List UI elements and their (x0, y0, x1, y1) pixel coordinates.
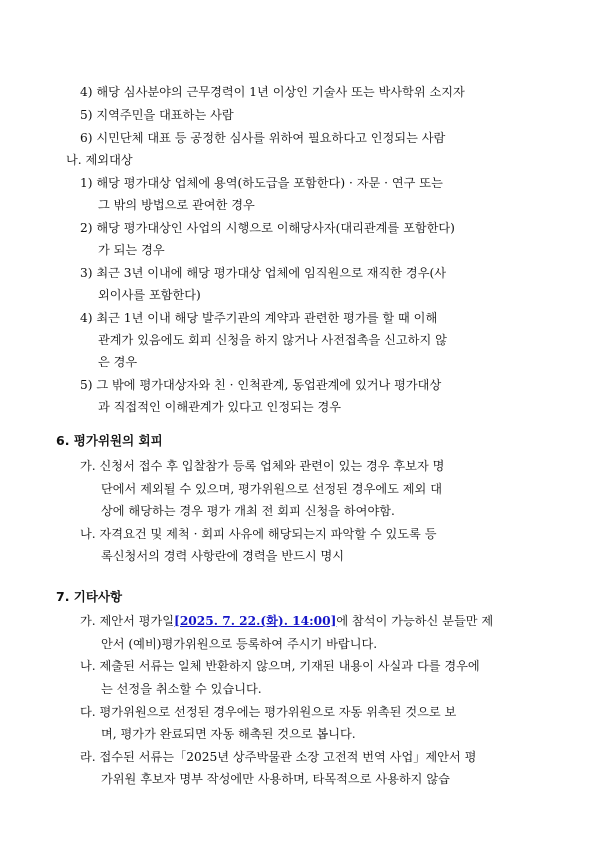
list-item: 6) 시민단체 대표 등 공정한 심사를 위하여 필요하다고 인정되는 사람 (80, 131, 446, 145)
list-item: 가. 제안서 평가일[2025. 7. 22.(화). 14:00]에 참석이 가능하신 분들만 제 (80, 614, 494, 628)
list-item-continuation: 외이사를 포함한다) (98, 288, 201, 302)
list-item-continuation: 과 직접적인 이해관계가 있다고 인정되는 경우 (98, 400, 342, 414)
list-item: 2) 해당 평가대상인 사업의 시행으로 이해당사자(대리관계를 포함한다) (80, 221, 455, 235)
list-item-continuation: 안서 (예비)평가위원으로 등록하여 주시기 바랍니다. (101, 637, 378, 651)
list-item: 5) 지역주민을 대표하는 사람 (80, 108, 234, 122)
list-item: 나. 제출된 서류는 일체 반환하지 않으며, 기재된 내용이 사실과 다를 경우에 (80, 659, 480, 673)
list-item: 4) 최근 1년 이내 해당 발주기관의 계약과 관련한 평가를 할 때 이해 (80, 311, 438, 325)
list-item-continuation: 상에 해당하는 경우 평가 개최 전 회피 신청을 하여야함. (101, 504, 395, 518)
list-item-continuation: 단에서 제외될 수 있으며, 평가위원으로 선정된 경우에도 제외 대 (101, 482, 442, 496)
list-item: 나. 자격요건 및 제척 · 회피 사유에 해당되는지 파악할 수 있도록 등 (80, 527, 437, 541)
list-item-continuation: 은 경우 (98, 355, 138, 369)
list-item-continuation: 가위원 후보자 명부 작성에만 사용하며, 타목적으로 사용하지 않습 (101, 772, 450, 786)
list-item: 1) 해당 평가대상 업체에 용역(하도급을 포함한다) · 자문 · 연구 또는 (80, 176, 443, 190)
list-item-continuation: 록신청서의 경력 사항란에 경력을 반드시 명시 (101, 549, 345, 563)
list-item-continuation: 관계가 있음에도 회피 신청을 하지 않거나 사전접촉을 신고하지 않 (98, 333, 447, 347)
list-item: 5) 그 밖에 평가대상자와 친 · 인척관계, 동업관계에 있거나 평가대상 (80, 378, 442, 392)
list-item: 3) 최근 3년 이내에 해당 평가대상 업체에 임직원으로 재직한 경우(사 (80, 266, 446, 280)
evaluation-date-highlight: [2025. 7. 22.(화). 14:00] (174, 614, 337, 628)
list-item-continuation: 며, 평가가 완료되면 자동 해촉된 것으로 봅니다. (101, 727, 356, 741)
list-item-continuation: 그 밖의 방법으로 관여한 경우 (98, 198, 255, 212)
list-item: 라. 접수된 서류는「2025년 상주박물관 소장 고전적 번역 사업」제안서 평 (80, 750, 477, 764)
list-item-continuation: 가 되는 경우 (98, 243, 165, 257)
list-item: 가. 신청서 접수 후 입찰참가 등록 업체와 관련이 있는 경우 후보자 명 (80, 459, 445, 473)
section-heading: 7. 기타사항 (56, 589, 123, 604)
list-item-continuation: 는 선정을 취소할 수 있습니다. (101, 682, 262, 696)
list-item: 4) 해당 심사분야의 근무경력이 1년 이상인 기술사 또는 박사학위 소지자 (80, 85, 465, 99)
list-item: 다. 평가위원으로 선정된 경우에는 평가위원으로 자동 위촉된 것으로 보 (80, 705, 457, 719)
sub-heading: 나. 제외대상 (66, 153, 133, 167)
section-heading: 6. 평가위원의 회피 (56, 433, 163, 448)
